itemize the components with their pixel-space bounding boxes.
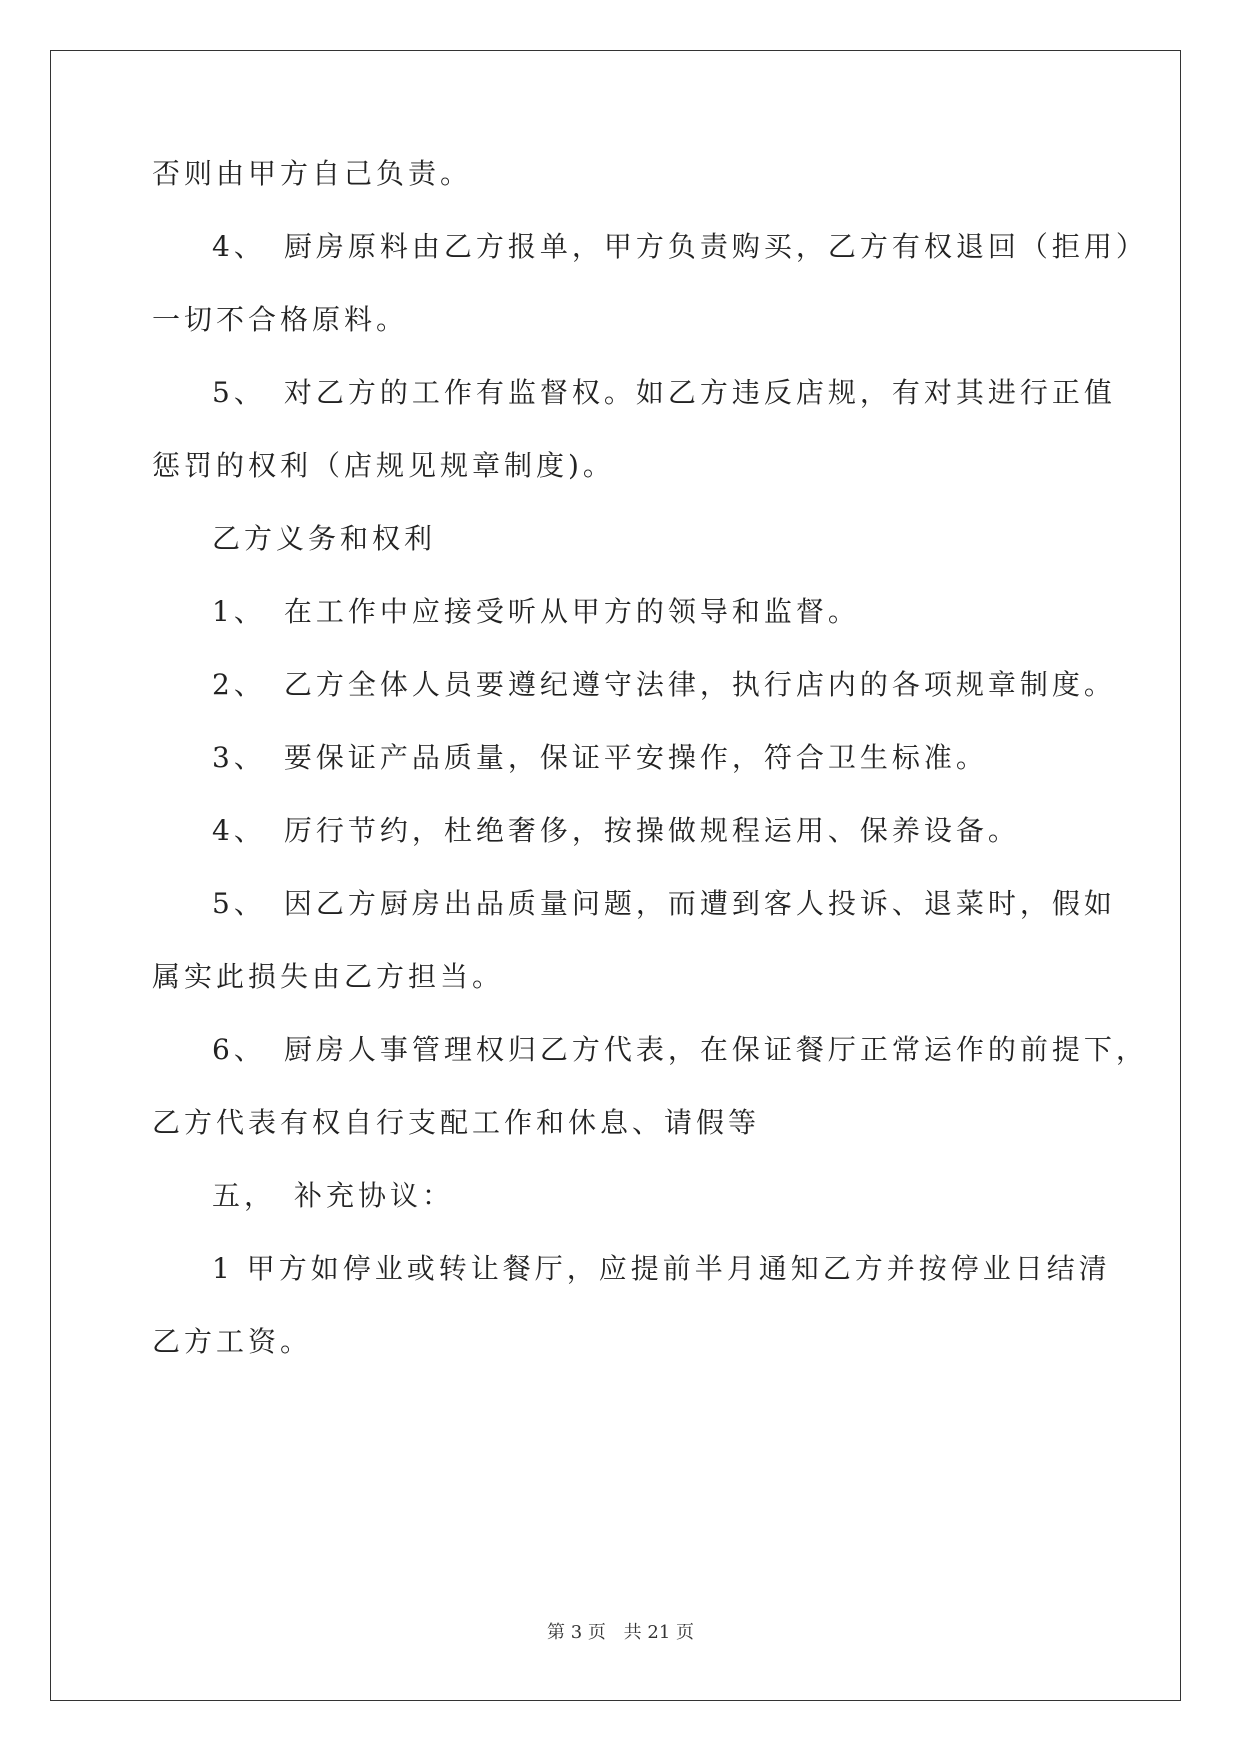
- text-line-14: 乙方代表有权自行支配工作和休息、请假等: [152, 1106, 761, 1139]
- text-line-8: 2、 乙方全体人员要遵纪遵守法律，执行店内的各项规章制度。: [212, 668, 1116, 701]
- text-line-9: 3、 要保证产品质量，保证平安操作，符合卫生标准。: [212, 741, 988, 774]
- text-line-2: 4、 厨房原料由乙方报单，甲方负责购买，乙方有权退回（拒用）: [212, 230, 1148, 263]
- text-line-1: 否则由甲方自己负责。: [152, 157, 473, 190]
- page-border: [50, 50, 1181, 1701]
- total-pages: 共 21 页: [623, 1622, 694, 1643]
- text-line-10: 4、 厉行节约，杜绝奢侈，按操做规程运用、保养设备。: [212, 814, 1020, 847]
- text-line-16: 1 甲方如停业或转让餐厅，应提前半月通知乙方并按停业日结清: [212, 1252, 1111, 1285]
- text-line-13: 6、 厨房人事管理权归乙方代表，在保证餐厅正常运作的前提下，: [212, 1033, 1148, 1066]
- text-line-17: 乙方工资。: [152, 1325, 313, 1358]
- text-line-12: 属实此损失由乙方担当。: [152, 960, 505, 993]
- current-page-number: 第 3 页: [547, 1622, 606, 1643]
- text-line-5: 惩罚的权利（店规见规章制度)。: [152, 449, 615, 482]
- page-footer: [0, 1618, 1241, 1644]
- text-line-4: 5、 对乙方的工作有监督权。如乙方违反店规，有对其进行正值: [212, 376, 1116, 409]
- section-heading-supplement: 五， 补充协议：: [212, 1179, 455, 1212]
- section-heading: 乙方义务和权利: [212, 522, 437, 555]
- text-line-7: 1、 在工作中应接受听从甲方的领导和监督。: [212, 595, 860, 628]
- text-line-11: 5、 因乙方厨房出品质量问题，而遭到客人投诉、退菜时，假如: [212, 887, 1116, 920]
- text-line-3: 一切不合格原料。: [152, 303, 409, 336]
